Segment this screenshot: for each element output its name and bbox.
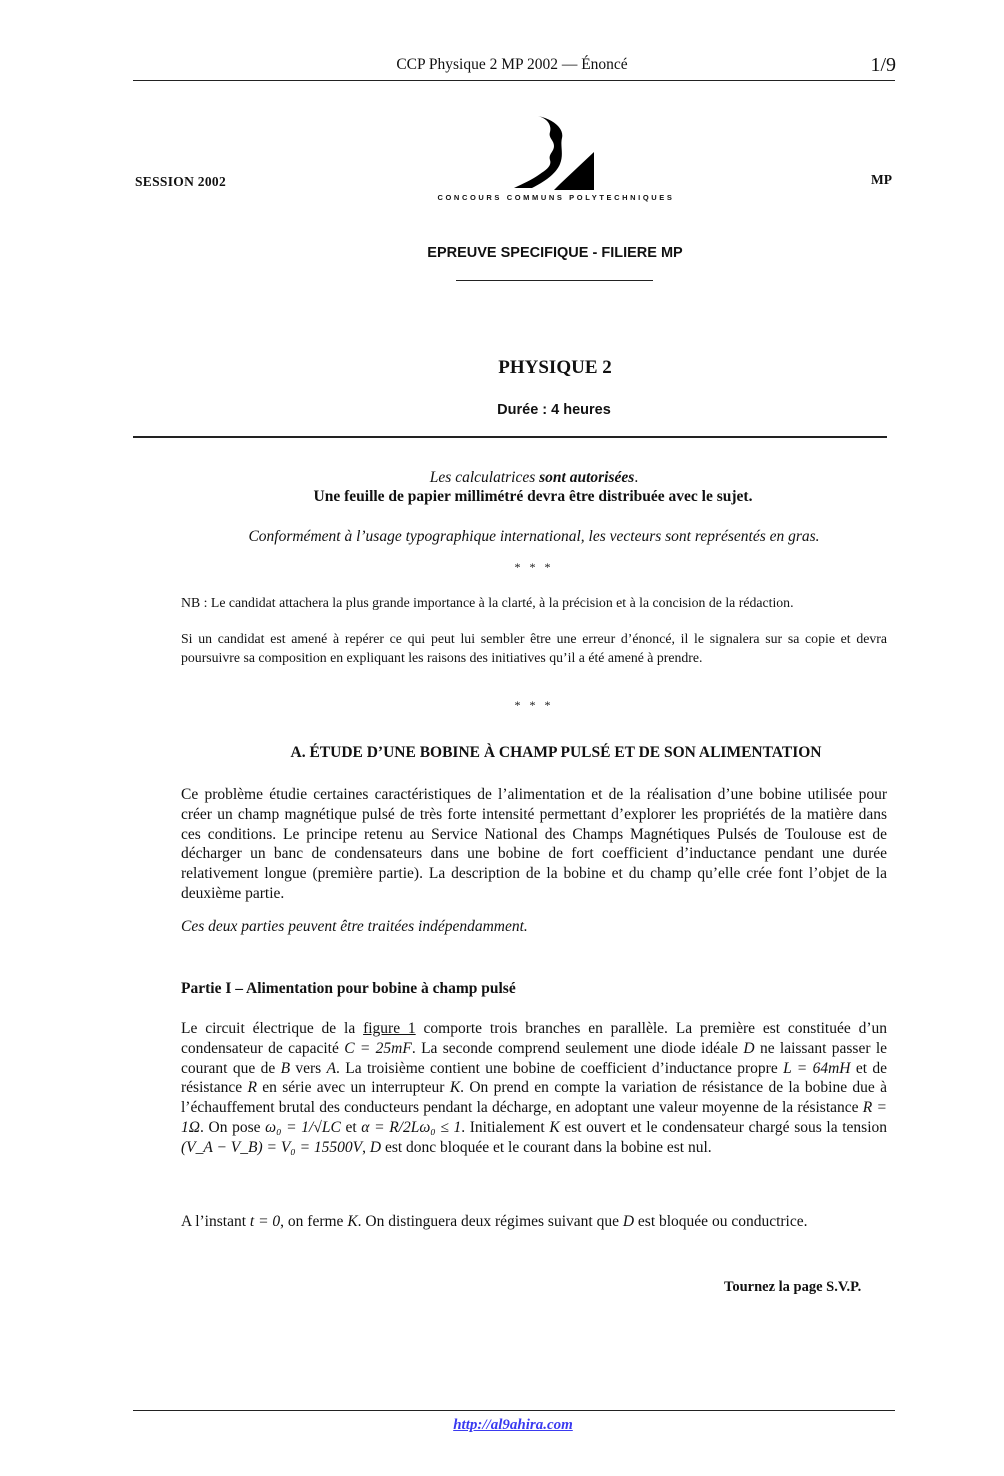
footer-rule — [133, 1410, 895, 1411]
title-rule — [133, 436, 887, 438]
vectors-note: Conformément à l’usage typographique international, les vecteurs sont représentés en gras. — [248, 528, 820, 545]
separator-stars-2: * * * — [514, 698, 554, 712]
partie-1-paragraph-2: A l’instant t = 0, on ferme K. On distinguera deux régimes suivant que D est bloquée ou conductrice. — [181, 1213, 808, 1230]
section-a-title: A. ÉTUDE D’UNE BOBINE À CHAMP PULSÉ ET DE SON ALIMENTATION — [290, 744, 822, 761]
section-a-intro: Ce problème étudie certaines caractéristiques de l’alimentation et de la réalisation d’une bobine utilisée pour créer un champ magnétique pulsé de très forte intensité permettant d’explorer les propriétés de la matière dans ces conditions. Le principe retenu au Service National des Champs Magnétiques Pulsés de Toulouse est de décharger un banc de condensateurs dans une bobine de fort coefficient d’inductance pendant une durée relativement longue (première partie). La description de la bobine et du champ qu’elle crée font l’objet de la deuxième partie. — [181, 786, 887, 902]
exam-duration: Durée : 4 heures — [497, 402, 611, 418]
graph-paper-note: Une feuille de papier millimétré devra être distribuée avec le sujet. — [313, 488, 753, 505]
session-label: SESSION 2002 — [135, 174, 227, 189]
filiere-code: MP — [871, 172, 892, 187]
header-rule — [133, 80, 895, 81]
nb-paragraph-errors: Si un candidat est amené à repérer ce qui peut lui sembler être une erreur d’énoncé, il le signalera sur sa copie et devra poursuivre sa composition en expliquant les raisons des initiatives qu’il a été amené à prendre. — [181, 631, 887, 665]
running-header-title: CCP Physique 2 MP 2002 — Énoncé — [396, 56, 628, 73]
footer-url-link[interactable]: http://al9ahira.com — [453, 1417, 573, 1433]
exam-title: PHYSIQUE 2 — [498, 357, 612, 378]
heading-underline — [456, 280, 653, 281]
independence-note: Ces deux parties peuvent être traitées indépendamment. — [181, 918, 528, 935]
partie-1-title: Partie I – Alimentation pour bobine à champ pulsé — [181, 980, 516, 997]
page-number: 1/9 — [870, 54, 896, 76]
epreuve-heading: EPREUVE SPECIFIQUE - FILIERE MP — [427, 245, 683, 261]
separator-stars: * * * — [514, 560, 554, 574]
calculators-note: Les calculatrices sont autorisées. — [429, 469, 639, 486]
figure-1-link[interactable]: figure 1 — [363, 1020, 416, 1037]
nb-paragraph: NB : Le candidat attachera la plus grande importance à la clarté, à la précision et à la concision de la rédaction. — [181, 595, 794, 610]
turn-page-note: Tournez la page S.V.P. — [724, 1279, 862, 1295]
ccp-logo-icon — [510, 114, 594, 190]
partie-1-paragraph-1: Le circuit électrique de la figure 1 comporte trois branches en parallèle. La première est constituée d’un condensateur de capacité C = 25mF. La seconde comprend seulement une diode idéale D ne laissant passer le courant que de B vers A. La troisième contient une bobine de coefficient d’inductance propre L = 64mH et de résistance R en série avec un interrupteur K. On prend en compte la variation de résistance de la bobine due à l’échauffement brutal des conducteurs pendant la décharge, en adoptant une valeur moyenne de la résistance R = 1Ω. On pose ω₀ = 1/√LC et α = R/2Lω₀ ≤ 1. Initialement K est ouvert et le condensateur chargé sous la tension (V_A − V_B) = V₀ = 15500V, D est donc bloquée et le courant dans la bobine est nul. — [181, 1020, 888, 1156]
logo-caption: CONCOURS COMMUNS POLYTECHNIQUES — [437, 193, 675, 202]
